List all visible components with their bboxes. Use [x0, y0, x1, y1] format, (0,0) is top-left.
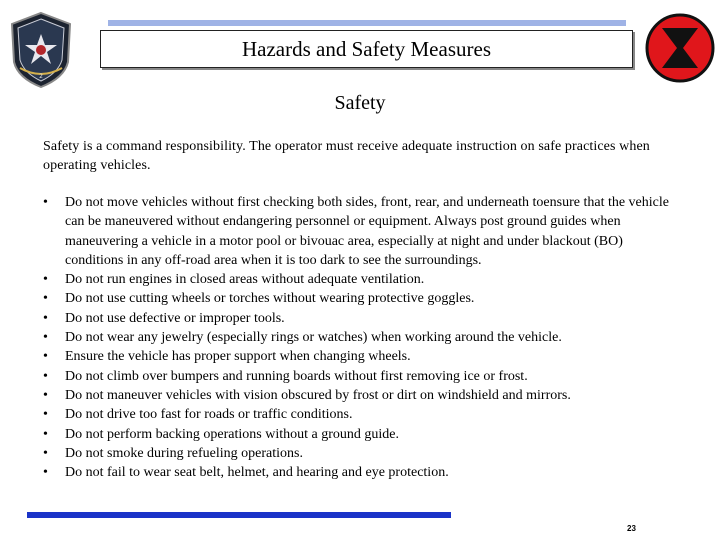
- list-item: • Do not climb over bumpers and running boards without first removing ice or frost.: [43, 367, 683, 386]
- slide-title: Hazards and Safety Measures: [100, 30, 633, 68]
- top-accent-bar: [108, 20, 626, 26]
- safety-bullet-list: [43, 193, 683, 482]
- list-item: • Do not perform backing operations without a ground guide.: [43, 425, 683, 444]
- list-item: • Do not run engines in closed areas without adequate ventilation.: [43, 270, 683, 289]
- list-item: • Do not maneuver vehicles with vision obscured by frost or dirt on windshield and mirrors.: [43, 386, 683, 405]
- hourglass-division-patch-icon: [645, 12, 715, 84]
- svg-text:2: 2: [39, 73, 43, 80]
- list-item: • Do not wear any jewelry (especially rings or watches) when working around the vehicle.: [43, 328, 683, 347]
- intro-paragraph: Safety is a command responsibility. The operator must receive adequate instruction on safe practices when operating vehicles.: [43, 139, 650, 173]
- list-item: • Do not fail to wear seat belt, helmet, and hearing and eye protection.: [43, 463, 683, 482]
- list-item: • Do not use defective or improper tools.: [43, 309, 683, 328]
- page-number: 23: [627, 524, 636, 533]
- list-item: • Do not use cutting wheels or torches without wearing protective goggles.: [43, 289, 683, 308]
- list-item: • Ensure the vehicle has proper support when changing wheels.: [43, 347, 683, 366]
- list-item: • Do not smoke during refueling operations.: [43, 444, 683, 463]
- bottom-accent-bar: [27, 512, 451, 518]
- army-unit-crest-icon: [6, 10, 76, 90]
- list-item: • Do not move vehicles without first checking both sides, front, rear, and underneath toensure that the vehicle can be maneuvered without endangering personnel or equipment. Always post ground guides when maneuvering a vehicle in a motor pool or bivouac area, especially at night and under blackout (BO) conditions in any off-road area when it is too dark to see the surroundings.: [43, 193, 683, 270]
- slide-subtitle: Safety: [334, 92, 386, 114]
- list-item: • Do not drive too fast for roads or traffic conditions.: [43, 405, 683, 424]
